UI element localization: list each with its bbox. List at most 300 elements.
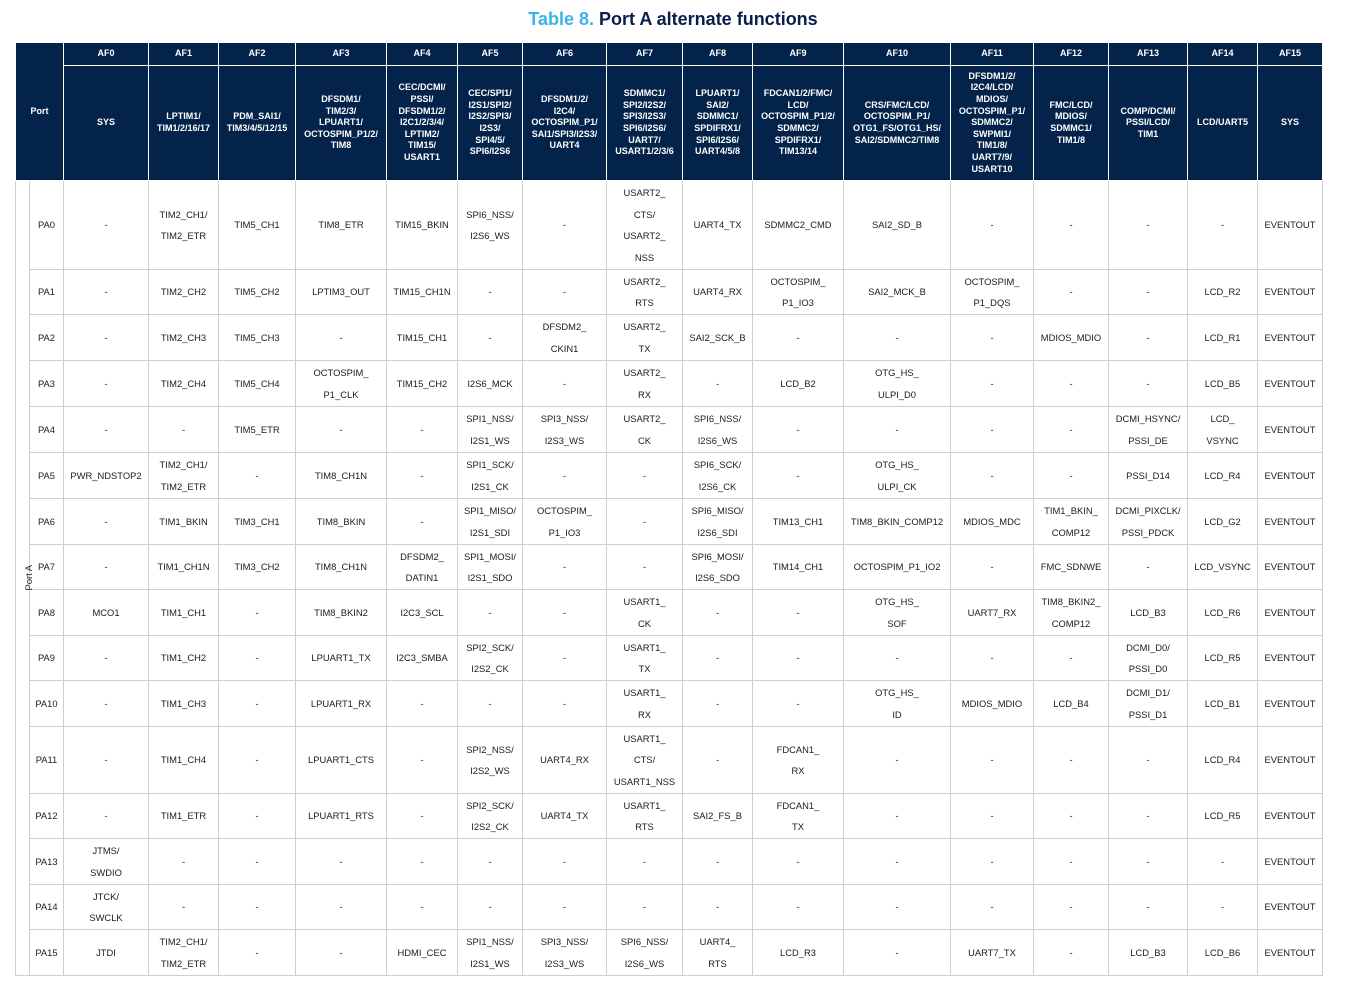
af-cell: TIM8_CH1N — [296, 453, 387, 499]
af-cell: SPI2_SCK/ I2S2_CK — [458, 636, 523, 681]
af-cell: SPI6_SCK/ I2S6_CK — [683, 453, 753, 499]
af-description-0: SYS — [64, 66, 149, 181]
af-cell: - — [219, 453, 296, 499]
af-cell: - — [219, 727, 296, 794]
af-cell: - — [951, 727, 1034, 794]
af-cell: DFSDM2_ CKIN1 — [523, 315, 607, 361]
af-cell: - — [387, 885, 458, 930]
af-cell: I2C3_SCL — [387, 590, 458, 636]
af-cell: TIM5_CH4 — [219, 361, 296, 407]
af-cell: TIM5_CH1 — [219, 181, 296, 270]
af-cell: SPI3_NSS/ I2S3_WS — [523, 407, 607, 453]
af-cell: LCD_G2 — [1188, 499, 1258, 545]
af-cell: MDIOS_MDIO — [1034, 315, 1109, 361]
af-cell: - — [1109, 181, 1188, 270]
af-cell: SPI6_MISO/ I2S6_SDI — [683, 499, 753, 545]
af-cell: - — [1109, 794, 1188, 839]
af-cell: - — [296, 930, 387, 976]
af-cell: - — [149, 885, 219, 930]
af-cell: TIM2_CH2 — [149, 270, 219, 315]
af-description-6: DFSDM1/2/ I2C4/ OCTOSPIM_P1/ SAI1/SPI3/I2S3/ UART4 — [523, 66, 607, 181]
af-description-8: LPUART1/ SAI2/ SDMMC1/ SPDIFRX1/ SPI6/I2S6/ UART4/5/8 — [683, 66, 753, 181]
af-cell: - — [1034, 361, 1109, 407]
table-row — [16, 270, 1323, 315]
af-cell: LCD_B2 — [753, 361, 844, 407]
af-cell: TIM8_BKIN2_ COMP12 — [1034, 590, 1109, 636]
af-cell: TIM8_CH1N — [296, 545, 387, 590]
af-cell: DCMI_D1/ PSSI_D1 — [1109, 681, 1188, 727]
table-body — [16, 181, 1323, 976]
af-cell: - — [523, 270, 607, 315]
af-cell: - — [1034, 794, 1109, 839]
pin-name-cell: PA4 — [30, 407, 64, 453]
af-cell: - — [64, 270, 149, 315]
af-cell: - — [683, 681, 753, 727]
af-cell: - — [296, 839, 387, 885]
af-cell: SPI2_SCK/ I2S2_CK — [458, 794, 523, 839]
af-cell: - — [523, 590, 607, 636]
af-cell: SPI1_MISO/ I2S1_SDI — [458, 499, 523, 545]
af-cell: TIM1_CH4 — [149, 727, 219, 794]
af-cell: - — [296, 315, 387, 361]
af-cell: - — [387, 794, 458, 839]
af-cell: TIM1_ETR — [149, 794, 219, 839]
af-cell: - — [1188, 885, 1258, 930]
af-cell: - — [64, 499, 149, 545]
af-cell: - — [1034, 181, 1109, 270]
af-cell: TIM1_CH1N — [149, 545, 219, 590]
af-cell: LPUART1_TX — [296, 636, 387, 681]
pin-name-cell: PA12 — [30, 794, 64, 839]
af-cell: MCO1 — [64, 590, 149, 636]
af-cell: - — [387, 839, 458, 885]
af-cell: - — [64, 315, 149, 361]
af-description-10: CRS/FMC/LCD/ OCTOSPIM_P1/ OTG1_FS/OTG1_HS/ SAI2/SDMMC2/TIM8 — [844, 66, 951, 181]
af-cell: - — [1034, 407, 1109, 453]
af-cell: - — [296, 407, 387, 453]
af-cell: SAI2_FS_B — [683, 794, 753, 839]
af-cell: TIM8_BKIN — [296, 499, 387, 545]
af-cell: OTG_HS_ SOF — [844, 590, 951, 636]
af-cell: SPI6_NSS/ I2S6_WS — [683, 407, 753, 453]
af-cell: - — [753, 315, 844, 361]
af-cell: - — [1109, 545, 1188, 590]
af-cell: TIM13_CH1 — [753, 499, 844, 545]
af-header-8: AF8 — [683, 43, 753, 66]
af-header-0: AF0 — [64, 43, 149, 66]
af-cell: - — [64, 407, 149, 453]
af-cell: - — [951, 181, 1034, 270]
af-cell: USART1_ RTS — [607, 794, 683, 839]
af-cell: - — [387, 407, 458, 453]
af-cell: - — [753, 681, 844, 727]
af-cell: - — [844, 839, 951, 885]
af-cell: - — [1109, 839, 1188, 885]
af-cell: - — [683, 590, 753, 636]
af-cell: EVENTOUT — [1258, 636, 1323, 681]
af-cell: - — [64, 727, 149, 794]
af-cell: OCTOSPIM_ P1_IO3 — [753, 270, 844, 315]
af-description-15: SYS — [1258, 66, 1323, 181]
af-cell: - — [219, 930, 296, 976]
af-cell: TIM8_ETR — [296, 181, 387, 270]
af-cell: MDIOS_MDC — [951, 499, 1034, 545]
af-cell: - — [387, 499, 458, 545]
af-cell: TIM15_CH2 — [387, 361, 458, 407]
af-cell: - — [523, 453, 607, 499]
af-cell: UART7_RX — [951, 590, 1034, 636]
af-cell: I2C3_SMBA — [387, 636, 458, 681]
af-cell: - — [683, 727, 753, 794]
af-cell: EVENTOUT — [1258, 499, 1323, 545]
af-cell: LPUART1_RX — [296, 681, 387, 727]
af-cell: - — [1188, 839, 1258, 885]
af-cell: EVENTOUT — [1258, 407, 1323, 453]
af-cell: TIM2_CH1/ TIM2_ETR — [149, 930, 219, 976]
af-description-12: FMC/LCD/ MDIOS/ SDMMC1/ TIM1/8 — [1034, 66, 1109, 181]
af-cell: - — [1109, 727, 1188, 794]
af-cell: - — [458, 885, 523, 930]
af-cell: EVENTOUT — [1258, 361, 1323, 407]
af-cell: LCD_B4 — [1034, 681, 1109, 727]
table-title — [0, 9, 1346, 30]
pin-name-cell: PA13 — [30, 839, 64, 885]
af-cell: - — [753, 453, 844, 499]
af-cell: - — [951, 315, 1034, 361]
af-header-14: AF14 — [1188, 43, 1258, 66]
port-header: Port — [16, 43, 64, 181]
af-cell: TIM2_CH1/ TIM2_ETR — [149, 453, 219, 499]
af-description-7: SDMMC1/ SPI2/I2S2/ SPI3/I2S3/ SPI6/I2S6/ UART7/ USART1/2/3/6 — [607, 66, 683, 181]
af-cell: - — [607, 453, 683, 499]
af-cell: TIM15_BKIN — [387, 181, 458, 270]
af-cell: UART4_RX — [523, 727, 607, 794]
af-cell: - — [683, 885, 753, 930]
af-header-3: AF3 — [296, 43, 387, 66]
af-cell: TIM2_CH3 — [149, 315, 219, 361]
af-cell: LCD_R5 — [1188, 636, 1258, 681]
af-cell: OCTOSPIM_ P1_IO3 — [523, 499, 607, 545]
pin-name-cell: PA15 — [30, 930, 64, 976]
af-cell: TIM15_CH1N — [387, 270, 458, 315]
af-cell: USART2_ CTS/ USART2_ NSS — [607, 181, 683, 270]
af-cell: - — [1109, 270, 1188, 315]
af-cell: USART1_ CK — [607, 590, 683, 636]
af-cell: TIM8_BKIN2 — [296, 590, 387, 636]
af-cell: - — [64, 181, 149, 270]
af-cell: LPUART1_CTS — [296, 727, 387, 794]
af-cell: TIM5_CH2 — [219, 270, 296, 315]
af-cell: EVENTOUT — [1258, 794, 1323, 839]
af-cell: - — [951, 636, 1034, 681]
af-cell: LPUART1_RTS — [296, 794, 387, 839]
af-cell: UART4_TX — [683, 181, 753, 270]
af-cell: LCD_R2 — [1188, 270, 1258, 315]
pin-name-cell: PA3 — [30, 361, 64, 407]
af-cell: LCD_R4 — [1188, 727, 1258, 794]
af-cell: - — [458, 590, 523, 636]
af-cell: - — [753, 407, 844, 453]
af-cell: - — [683, 839, 753, 885]
table-row — [16, 681, 1323, 727]
af-number-header-row — [16, 43, 1323, 66]
af-description-9: FDCAN1/2/FMC/ LCD/ OCTOSPIM_P1/2/ SDMMC2/ SPDIFRX1/ TIM13/14 — [753, 66, 844, 181]
af-cell: LCD_R1 — [1188, 315, 1258, 361]
af-cell: - — [523, 885, 607, 930]
af-cell: OTG_HS_ ID — [844, 681, 951, 727]
af-cell: SPI1_SCK/ I2S1_CK — [458, 453, 523, 499]
af-cell: - — [458, 270, 523, 315]
af-cell: LCD_R5 — [1188, 794, 1258, 839]
af-cell: LCD_ VSYNC — [1188, 407, 1258, 453]
af-cell: - — [523, 545, 607, 590]
table-number: Table 8. — [528, 9, 594, 29]
af-header-5: AF5 — [458, 43, 523, 66]
af-header-12: AF12 — [1034, 43, 1109, 66]
af-cell: PWR_NDSTOP2 — [64, 453, 149, 499]
af-cell: EVENTOUT — [1258, 181, 1323, 270]
table-row — [16, 930, 1323, 976]
af-cell: - — [219, 885, 296, 930]
af-cell: TIM2_CH4 — [149, 361, 219, 407]
table-row — [16, 727, 1323, 794]
af-cell: SPI2_NSS/ I2S2_WS — [458, 727, 523, 794]
af-cell: LCD_VSYNC — [1188, 545, 1258, 590]
table-row — [16, 636, 1323, 681]
af-cell: - — [951, 407, 1034, 453]
af-cell: - — [951, 885, 1034, 930]
af-cell: PSSI_D14 — [1109, 453, 1188, 499]
af-cell: EVENTOUT — [1258, 590, 1323, 636]
af-cell: - — [219, 839, 296, 885]
af-description-11: DFSDM1/2/ I2C4/LCD/ MDIOS/ OCTOSPIM_P1/ SDMMC2/ SWPMI1/ TIM1/8/ UART7/9/ USART10 — [951, 66, 1034, 181]
af-header-9: AF9 — [753, 43, 844, 66]
af-cell: - — [844, 407, 951, 453]
table-row — [16, 839, 1323, 885]
table-row — [16, 545, 1323, 590]
af-cell: TIM3_CH1 — [219, 499, 296, 545]
pin-name-cell: PA5 — [30, 453, 64, 499]
af-cell: - — [219, 681, 296, 727]
af-cell: - — [1034, 885, 1109, 930]
table-row — [16, 794, 1323, 839]
table-row — [16, 885, 1323, 930]
af-cell: LCD_B6 — [1188, 930, 1258, 976]
af-cell: LCD_B1 — [1188, 681, 1258, 727]
pin-name-cell: PA7 — [30, 545, 64, 590]
af-description-13: COMP/DCMI/ PSSI/LCD/ TIM1 — [1109, 66, 1188, 181]
af-cell: - — [523, 681, 607, 727]
af-cell: TIM1_CH3 — [149, 681, 219, 727]
af-cell: LCD_R6 — [1188, 590, 1258, 636]
af-cell: HDMI_CEC — [387, 930, 458, 976]
af-cell: JTMS/ SWDIO — [64, 839, 149, 885]
af-cell: DCMI_PIXCLK/ PSSI_PDCK — [1109, 499, 1188, 545]
table-row — [16, 590, 1323, 636]
af-cell: TIM15_CH1 — [387, 315, 458, 361]
table-row — [16, 453, 1323, 499]
af-description-1: LPTIM1/ TIM1/2/16/17 — [149, 66, 219, 181]
af-cell: FDCAN1_ RX — [753, 727, 844, 794]
af-cell: SAI2_MCK_B — [844, 270, 951, 315]
port-group-cell — [16, 181, 35, 976]
af-description-4: CEC/DCMI/ PSSI/ DFSDM1/2/ I2C1/2/3/4/ LPTIM2/ TIM15/ USART1 — [387, 66, 458, 181]
af-header-11: AF11 — [951, 43, 1034, 66]
pin-name-cell: PA1 — [30, 270, 64, 315]
af-header-2: AF2 — [219, 43, 296, 66]
af-cell: EVENTOUT — [1258, 545, 1323, 590]
af-cell: JTCK/ SWCLK — [64, 885, 149, 930]
af-cell: EVENTOUT — [1258, 315, 1323, 361]
af-cell: - — [951, 545, 1034, 590]
af-cell: - — [844, 885, 951, 930]
af-cell: - — [149, 839, 219, 885]
af-cell: SPI1_NSS/ I2S1_WS — [458, 930, 523, 976]
af-cell: EVENTOUT — [1258, 681, 1323, 727]
pin-name-cell: PA6 — [30, 499, 64, 545]
af-cell: - — [387, 727, 458, 794]
af-cell: - — [1034, 727, 1109, 794]
af-cell: - — [607, 839, 683, 885]
af-cell: - — [753, 885, 844, 930]
af-cell: SDMMC2_CMD — [753, 181, 844, 270]
af-cell: LCD_B3 — [1109, 590, 1188, 636]
af-cell: OTG_HS_ ULPI_CK — [844, 453, 951, 499]
pin-name-cell: PA0 — [30, 181, 64, 270]
af-cell: - — [1034, 270, 1109, 315]
table-row — [16, 315, 1323, 361]
af-cell: OTG_HS_ ULPI_D0 — [844, 361, 951, 407]
af-cell: - — [683, 636, 753, 681]
af-cell: LCD_B5 — [1188, 361, 1258, 407]
af-cell: JTDI — [64, 930, 149, 976]
af-cell: - — [523, 361, 607, 407]
af-cell: DCMI_HSYNC/ PSSI_DE — [1109, 407, 1188, 453]
af-cell: USART1_ TX — [607, 636, 683, 681]
af-cell: TIM1_BKIN — [149, 499, 219, 545]
af-description-5: CEC/SPI1/ I2S1/SPI2/ I2S2/SPI3/ I2S3/ SPI4/5/ SPI6/I2S6 — [458, 66, 523, 181]
af-cell: - — [844, 636, 951, 681]
af-cell: - — [1034, 636, 1109, 681]
af-cell: - — [219, 590, 296, 636]
af-cell: TIM1_CH1 — [149, 590, 219, 636]
af-cell: SPI3_NSS/ I2S3_WS — [523, 930, 607, 976]
af-cell: TIM5_ETR — [219, 407, 296, 453]
af-header-7: AF7 — [607, 43, 683, 66]
af-cell: TIM2_CH1/ TIM2_ETR — [149, 181, 219, 270]
af-description-2: PDM_SAI1/ TIM3/4/5/12/15 — [219, 66, 296, 181]
af-cell: - — [64, 361, 149, 407]
af-cell: SPI6_NSS/ I2S6_WS — [607, 930, 683, 976]
af-cell: OCTOSPIM_P1_IO2 — [844, 545, 951, 590]
af-description-header-row — [16, 66, 1323, 181]
af-cell: USART2_ CK — [607, 407, 683, 453]
af-cell: EVENTOUT — [1258, 270, 1323, 315]
af-cell: - — [753, 590, 844, 636]
af-cell: EVENTOUT — [1258, 930, 1323, 976]
af-cell: TIM1_BKIN_ COMP12 — [1034, 499, 1109, 545]
af-cell: - — [387, 453, 458, 499]
af-cell: - — [523, 636, 607, 681]
af-cell: - — [64, 636, 149, 681]
af-cell: SPI1_NSS/ I2S1_WS — [458, 407, 523, 453]
af-cell: - — [951, 453, 1034, 499]
af-cell: - — [1034, 453, 1109, 499]
af-cell: - — [844, 315, 951, 361]
af-cell: - — [683, 361, 753, 407]
af-cell: - — [387, 681, 458, 727]
af-cell: UART4_RX — [683, 270, 753, 315]
af-header-10: AF10 — [844, 43, 951, 66]
af-cell: LPTIM3_OUT — [296, 270, 387, 315]
af-cell: - — [458, 681, 523, 727]
af-cell: TIM5_CH3 — [219, 315, 296, 361]
af-cell: FDCAN1_ TX — [753, 794, 844, 839]
pin-name-cell: PA2 — [30, 315, 64, 361]
af-header-13: AF13 — [1109, 43, 1188, 66]
af-header-1: AF1 — [149, 43, 219, 66]
af-cell: - — [296, 885, 387, 930]
af-header-4: AF4 — [387, 43, 458, 66]
af-cell: - — [607, 499, 683, 545]
af-cell: EVENTOUT — [1258, 727, 1323, 794]
af-cell: - — [458, 315, 523, 361]
af-cell: TIM8_BKIN_COMP12 — [844, 499, 951, 545]
af-cell: - — [951, 794, 1034, 839]
af-cell: DFSDM2_ DATIN1 — [387, 545, 458, 590]
af-cell: - — [1109, 885, 1188, 930]
af-cell: FMC_SDNWE — [1034, 545, 1109, 590]
pin-name-cell: PA8 — [30, 590, 64, 636]
af-cell: SAI2_SCK_B — [683, 315, 753, 361]
af-cell: - — [458, 839, 523, 885]
af-cell: - — [64, 794, 149, 839]
table-row — [16, 499, 1323, 545]
af-cell: - — [523, 181, 607, 270]
af-description-3: DFSDM1/ TIM2/3/ LPUART1/ OCTOSPIM_P1/2/ TIM8 — [296, 66, 387, 181]
af-cell: - — [64, 545, 149, 590]
af-cell: - — [753, 636, 844, 681]
af-header-15: AF15 — [1258, 43, 1323, 66]
af-cell: - — [149, 407, 219, 453]
port-group-label: Port A — [23, 565, 35, 591]
af-description-14: LCD/UART5 — [1188, 66, 1258, 181]
af-cell: - — [1188, 181, 1258, 270]
af-cell: UART4_TX — [523, 794, 607, 839]
af-cell: - — [844, 727, 951, 794]
af-cell: - — [1109, 361, 1188, 407]
table-row — [16, 181, 1323, 270]
af-cell: USART1_ CTS/ USART1_NSS — [607, 727, 683, 794]
af-cell: I2S6_MCK — [458, 361, 523, 407]
alternate-functions-table — [15, 42, 1323, 976]
af-cell: USART2_ RTS — [607, 270, 683, 315]
af-cell: - — [607, 885, 683, 930]
af-cell: UART4_ RTS — [683, 930, 753, 976]
af-cell: OCTOSPIM_ P1_CLK — [296, 361, 387, 407]
pin-name-cell: PA10 — [30, 681, 64, 727]
af-cell: USART2_ TX — [607, 315, 683, 361]
table-row — [16, 361, 1323, 407]
af-cell: MDIOS_MDIO — [951, 681, 1034, 727]
af-cell: - — [844, 930, 951, 976]
table-caption: Port A alternate functions — [599, 9, 818, 29]
pin-name-cell: PA9 — [30, 636, 64, 681]
af-cell: - — [1109, 315, 1188, 361]
af-cell: SPI6_MOSI/ I2S6_SDO — [683, 545, 753, 590]
af-cell: TIM1_CH2 — [149, 636, 219, 681]
af-cell: SPI1_MOSI/ I2S1_SDO — [458, 545, 523, 590]
